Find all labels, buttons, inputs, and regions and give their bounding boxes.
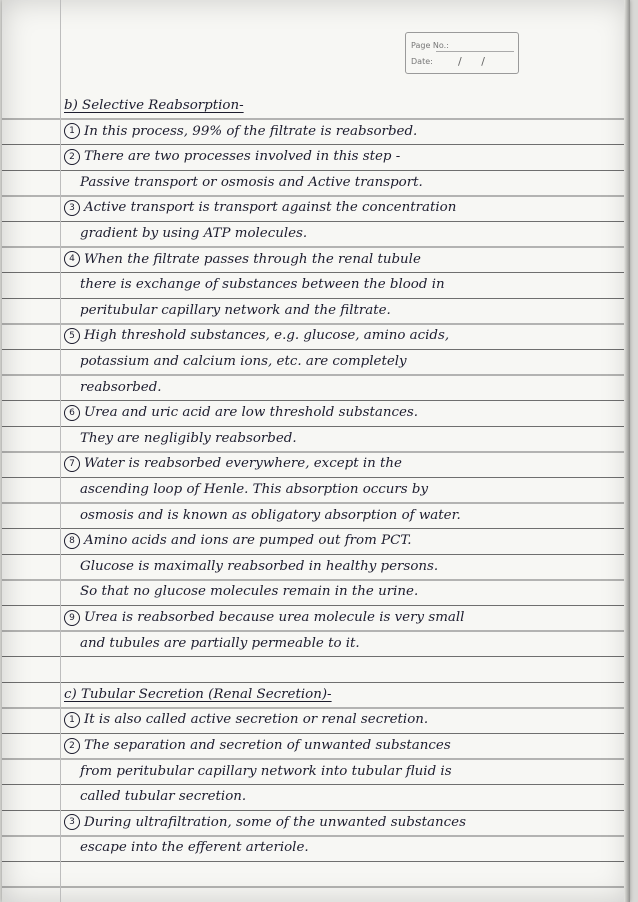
section-heading-tubular-secretion: c) Tubular Secretion (Renal Secretion)- [64, 686, 332, 702]
note-line [80, 761, 452, 783]
page-number-box [405, 32, 519, 74]
note-line [80, 223, 307, 245]
point-number-marker: 3 [64, 200, 80, 216]
note-text: peritubular capillary network and the filtrate. [80, 302, 391, 318]
note-line [64, 453, 402, 475]
note-line [80, 274, 445, 296]
note-line [80, 351, 407, 373]
note-text: escape into the efferent arteriole. [80, 840, 309, 856]
notebook-page [2, 0, 630, 902]
note-line [64, 709, 428, 731]
note-text: Glucose is maximally reabsorbed in healthy persons. [80, 558, 439, 574]
note-line [64, 121, 417, 143]
note-text: Passive transport or osmosis and Active transport. [80, 174, 423, 190]
note-text: It is also called active secretion or renal secretion. [84, 712, 429, 728]
note-text: The separation and secretion of unwanted substances [84, 738, 451, 753]
point-number-marker: 4 [64, 251, 80, 267]
note-line [64, 402, 418, 424]
note-line [80, 581, 418, 603]
note-text: They are negligibly reabsorbed. [80, 430, 297, 446]
note-text: from peritubular capillary network into tubular fluid is [80, 763, 452, 779]
note-line [80, 505, 461, 527]
note-text: potassium and calcium ions, etc. are completely [80, 354, 407, 369]
note-text: There are two processes involved in this step - [84, 149, 401, 165]
note-line [64, 530, 412, 552]
note-text: Urea is reabsorbed because urea molecule is very small [84, 610, 465, 625]
margin-line [60, 0, 61, 902]
point-number-marker: 3 [64, 814, 80, 830]
point-number-marker: 1 [64, 123, 80, 139]
note-text: Amino acids and ions are pumped out from PCT. [84, 533, 412, 549]
note-text: ascending loop of Henle. This absorption occurs by [80, 482, 429, 497]
point-number-marker: 2 [64, 738, 80, 754]
note-line [80, 786, 246, 808]
point-number-marker: 9 [64, 610, 80, 626]
point-number-marker: 8 [64, 533, 80, 549]
note-text: Active transport is transport against the concentration [84, 200, 457, 216]
point-number-marker: 7 [64, 456, 80, 472]
note-text: and tubules are partially permeable to it. [80, 635, 360, 651]
note-text: called tubular secretion. [80, 789, 247, 805]
note-text: In this process, 99% of the filtrate is reabsorbed. [84, 123, 418, 139]
note-text: High threshold substances, e.g. glucose, amino acids, [84, 328, 450, 344]
note-line [64, 146, 400, 168]
note-line [80, 300, 391, 322]
note-text: Urea and uric acid are low threshold substances. [84, 405, 419, 421]
note-text: When the filtrate passes through the renal tubule [84, 251, 421, 267]
note-line [80, 837, 309, 859]
page-no-underline [436, 51, 514, 52]
note-line [64, 607, 464, 629]
page-edge-shadow [624, 0, 630, 902]
note-line [80, 172, 423, 194]
page-no-label: Page No.: [411, 41, 449, 50]
point-number-marker: 5 [64, 328, 80, 344]
note-line [64, 325, 449, 347]
note-line [80, 479, 428, 501]
point-number-marker: 2 [64, 149, 80, 165]
note-line [80, 633, 360, 655]
note-text: So that no glucose molecules remain in the urine. [80, 584, 419, 600]
section-heading-selective-reabsorption: b) Selective Reabsorption- [64, 98, 244, 113]
note-line [64, 812, 466, 834]
note-line [64, 197, 456, 219]
date-value: / / [458, 55, 493, 68]
note-text: During ultrafiltration, some of the unwanted substances [84, 814, 466, 830]
note-text: there is exchange of substances between the blood in [80, 277, 445, 293]
note-line [64, 735, 451, 757]
point-number-marker: 6 [64, 405, 80, 421]
point-number-marker: 1 [64, 712, 80, 728]
note-line [64, 249, 421, 271]
note-line [80, 377, 162, 399]
note-text: gradient by using ATP molecules. [80, 226, 308, 241]
note-text: reabsorbed. [80, 379, 162, 395]
note-text: osmosis and is known as obligatory absorption of water. [80, 507, 461, 523]
date-label: Date: [411, 57, 433, 66]
note-line [80, 428, 297, 450]
note-line [80, 556, 438, 578]
note-text: Water is reabsorbed everywhere, except in the [84, 456, 402, 472]
